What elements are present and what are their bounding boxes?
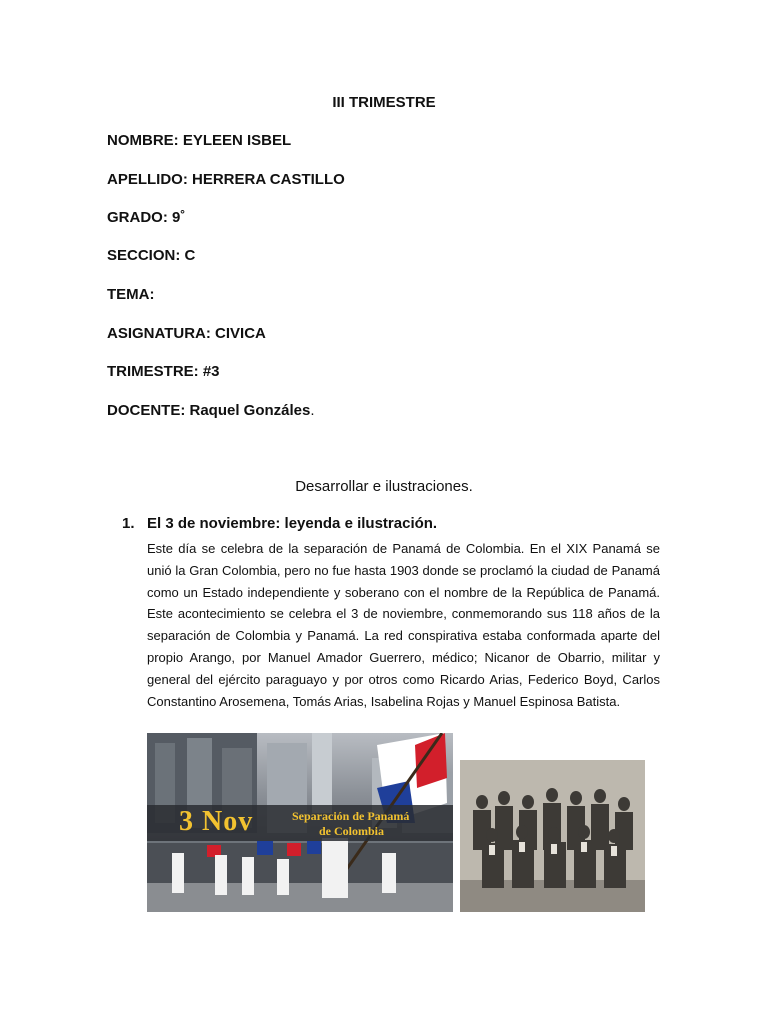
field-nombre: NOMBRE: EYLEEN ISBEL: [107, 132, 292, 149]
parade-photo: [147, 733, 453, 912]
field-trimestre: TRIMESTRE: #3: [107, 363, 220, 380]
section-subtitle: Desarrollar e ilustraciones.: [295, 478, 473, 495]
field-grado: GRADO: 9˚: [107, 209, 186, 226]
docente-suffix: .: [310, 402, 315, 419]
banner-big-text: 3 Nov: [179, 806, 254, 837]
field-apellido: APELLIDO: HERRERA CASTILLO: [107, 171, 345, 188]
field-tema: TEMA:: [107, 286, 155, 303]
banner-line1: Separación de Panamá: [292, 809, 410, 823]
field-seccion: SECCION: C: [107, 247, 196, 264]
historical-group-illustration: [460, 760, 645, 912]
section-heading: [122, 515, 437, 532]
section-body: Este día se celebra de la separación de Panamá de Colombia. En el XIX Panamá se unió la Gran Colombia, pero no fue hasta 1903 donde se proclamó la ciudad de Panamá como un Estado independiente y soberano con el nombre de la República de Panamá. Este acontecimiento se celebra el 3 de noviembre, conmemorando sus 118 años de la separación de Colombia y Panamá. La red conspirativa estaba conformada aparte del propio Arango, por Manuel Amador Guerrero, médico; Nicanor de Obarrio, militar y general del ejército paraguayo y por otros como Ricardo Arias, Federico Boyd, Carlos Constantino Arosemena, Tomás Arias, Isabelina Rojas y Manuel Espinosa Batista.: [147, 541, 660, 709]
section-heading-text: El 3 de noviembre: leyenda e ilustración.: [147, 515, 438, 532]
page-title: III TRIMESTRE: [332, 94, 436, 111]
banner-line2: de Colombia: [319, 824, 385, 838]
section-number: 1.: [122, 515, 135, 532]
historical-photo: [460, 760, 645, 912]
field-docente: [107, 402, 315, 419]
docente-label: DOCENTE: Raquel Gonzáles: [107, 402, 311, 419]
field-asignatura: ASIGNATURA: CIVICA: [107, 325, 266, 342]
